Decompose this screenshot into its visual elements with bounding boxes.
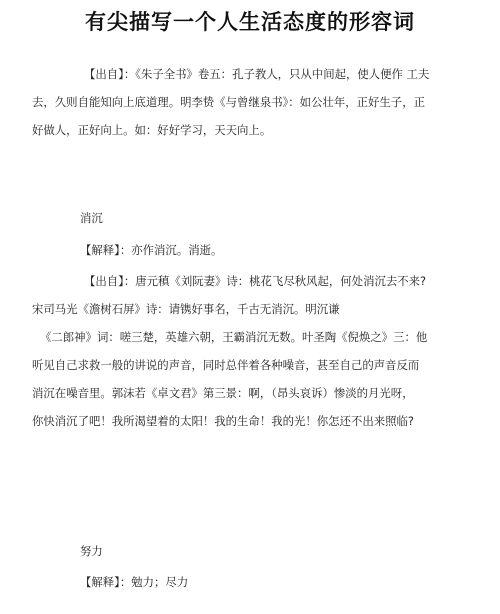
entry-source-line: 【出自】：唐元稹《刘阮妻》诗：桃花飞尽秋风起，何处消沉去不来? <box>84 274 427 288</box>
entry-source-line: 消沉在噪音里。郭沫若《卓文君》第三景：啊，（昂头哀诉）惨淡的月光呀， <box>32 386 414 400</box>
entry-explanation: 【解释】：亦作消沉。消逝。 <box>80 243 223 257</box>
intro-line: 【出自】：《朱子全书》卷五：孔子教人，只从中间起，使人便作 工夫 <box>84 67 430 81</box>
entry-heading: 消沉 <box>80 211 103 225</box>
intro-line: 好做人，正好向上。如：好好学习，天天向上。 <box>32 123 272 137</box>
page-title: 有尖描写一个人生活态度的形容词 <box>85 10 415 34</box>
entry-source-line: 《二郎神》词：嗟三楚，英雄六朝，王霸消沉无数。叶圣陶《倪焕之》三：他 <box>40 330 428 344</box>
entry-heading: 努力 <box>80 544 103 558</box>
intro-line: 去，久则自能知向上底道理。明李贽《与曾继泉书》：如公壮年，正好生子，正 <box>32 95 425 109</box>
entry-explanation: 【解释】：勉力；尽力 <box>80 575 189 589</box>
entry-source-line: 你快消沉了吧！我所渴望着的太阳！我的生命！我的光！你怎还不出来照临? <box>32 414 414 428</box>
entry-source-line: 宋司马光《澹树石屏》诗：请镌好事名，千古无消沉。明沉谦 <box>32 302 340 316</box>
entry-source-line: 听见自己求救一般的讲说的声音，同时总伴着各种噪音，甚至自己的声音反而 <box>32 358 420 372</box>
